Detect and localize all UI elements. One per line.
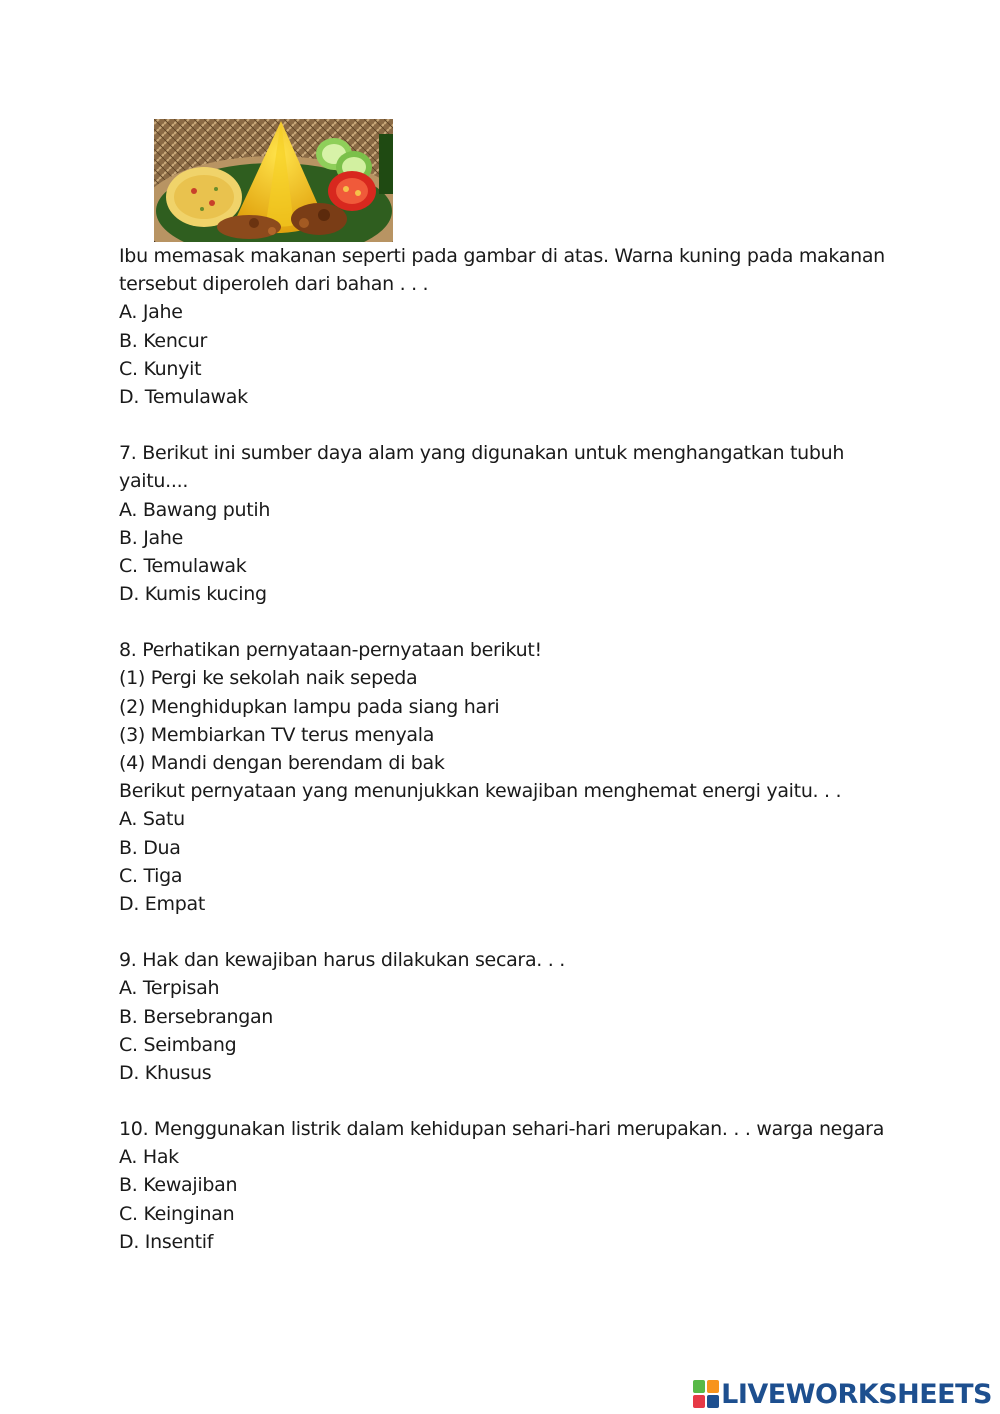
- question-6-stem-line-2: tersebut diperoleh dari bahan . . .: [119, 273, 429, 296]
- liveworksheets-logo: [693, 1378, 992, 1410]
- question-8-statement-1: (1) Pergi ke sekolah naik sepeda: [119, 667, 418, 690]
- question-7: [119, 439, 919, 608]
- question-8-statement-2: (2) Menghidupkan lampu pada siang hari: [119, 695, 500, 718]
- liveworksheets-logo-icon: [693, 1380, 719, 1408]
- question-7-option-d[interactable]: D. Kumis kucing: [119, 583, 267, 606]
- question-8-option-b[interactable]: B. Dua: [119, 836, 181, 859]
- nasi-kuning-photo: [154, 119, 393, 242]
- question-7-stem-line-1: 7. Berikut ini sumber daya alam yang digunakan untuk menghangatkan tubuh: [119, 442, 845, 465]
- question-8-stem: 8. Perhatikan pernyataan-pernyataan berikut!: [119, 639, 542, 662]
- question-8-statement-3: (3) Membiarkan TV terus menyala: [119, 723, 435, 746]
- question-6-stem-line-1: Ibu memasak makanan seperti pada gambar di atas. Warna kuning pada makanan: [119, 245, 885, 267]
- question-8-prompt: Berikut pernyataan yang menunjukkan kewajiban menghemat energi yaitu. . .: [119, 780, 842, 803]
- question-9-option-a[interactable]: A. Terpisah: [119, 977, 220, 1000]
- question-8: [119, 636, 919, 918]
- question-7-option-a[interactable]: A. Bawang putih: [119, 498, 271, 521]
- question-9-stem: 9. Hak dan kewajiban harus dilakukan secara. . .: [119, 949, 565, 972]
- question-6-option-d[interactable]: D. Temulawak: [119, 385, 248, 408]
- question-6-option-c[interactable]: C. Kunyit: [119, 357, 202, 380]
- question-7-option-c[interactable]: C. Temulawak: [119, 554, 247, 577]
- question-9-option-b[interactable]: B. Bersebrangan: [119, 1005, 274, 1028]
- question-8-option-c[interactable]: C. Tiga: [119, 864, 183, 887]
- question-8-option-a[interactable]: A. Satu: [119, 808, 185, 831]
- question-6-option-b[interactable]: B. Kencur: [119, 329, 207, 352]
- question-9-option-c[interactable]: C. Seimbang: [119, 1033, 237, 1056]
- question-10-stem: 10. Menggunakan listrik dalam kehidupan sehari-hari merupakan. . . warga negara: [119, 1118, 885, 1141]
- question-6: [119, 242, 919, 411]
- question-7-option-b[interactable]: B. Jahe: [119, 526, 183, 549]
- question-10-option-c[interactable]: C. Keinginan: [119, 1202, 235, 1225]
- question-6-option-a[interactable]: A. Jahe: [119, 301, 183, 324]
- question-8-option-d[interactable]: D. Empat: [119, 892, 205, 915]
- question-7-stem-line-2: yaitu....: [119, 470, 189, 493]
- question-10: [119, 1115, 919, 1256]
- question-9-option-d[interactable]: D. Khusus: [119, 1061, 212, 1084]
- worksheet-content: [119, 242, 919, 1284]
- question-10-option-a[interactable]: A. Hak: [119, 1146, 179, 1169]
- question-9: [119, 946, 919, 1087]
- liveworksheets-wordmark: LIVEWORKSHEETS: [721, 1378, 992, 1410]
- question-10-option-d[interactable]: D. Insentif: [119, 1230, 214, 1253]
- question-10-option-b[interactable]: B. Kewajiban: [119, 1174, 238, 1197]
- question-8-statement-4: (4) Mandi dengan berendam di bak: [119, 752, 445, 774]
